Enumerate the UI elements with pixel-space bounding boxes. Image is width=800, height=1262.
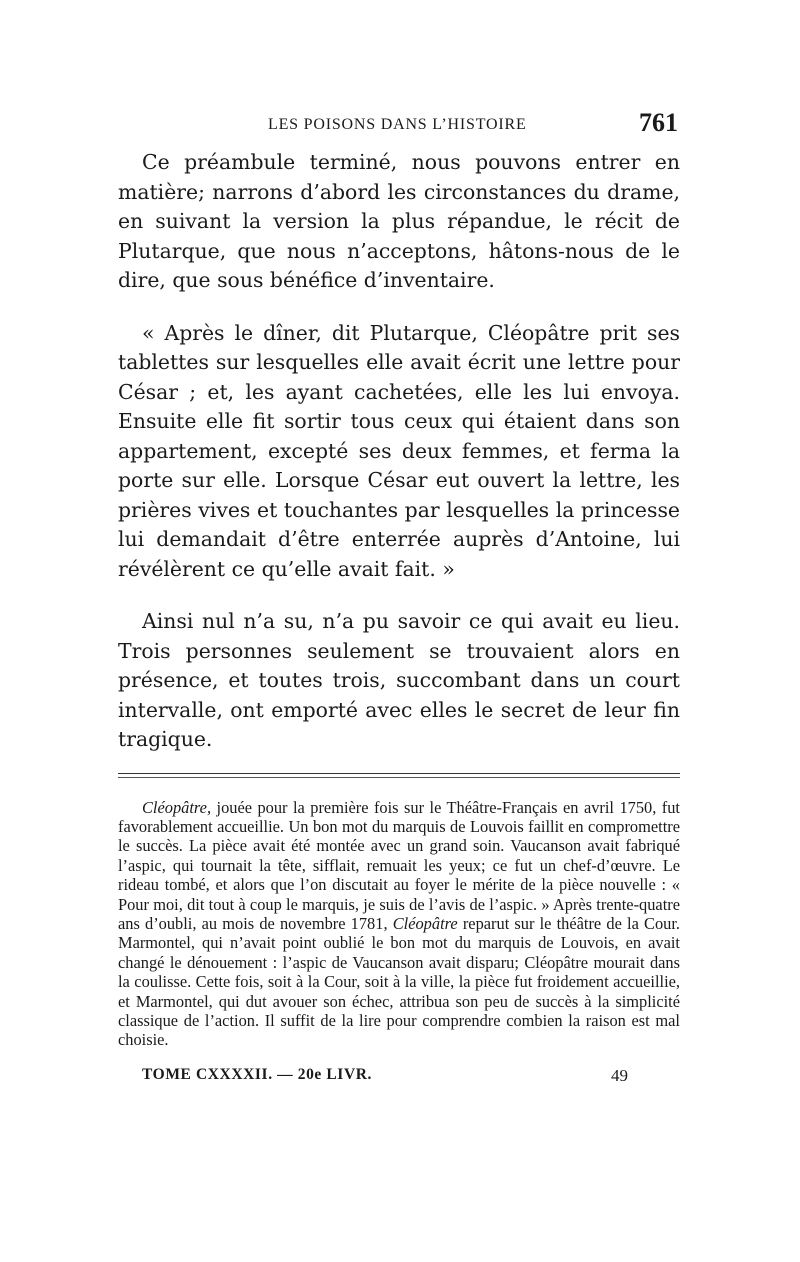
paragraph-intro: Ce préambule terminé, nous pouvons entrer en matière; narrons d’abord les circonstances du drame, en suivant la version la plus répandue, le récit de Plutarque, que nous n’acceptons, hâtons-nous de le dire, que sous bénéfice d’inventaire.: [118, 150, 680, 292]
footnote-separator: [118, 773, 680, 774]
footnote-play-title-second: Cléopâtre: [392, 913, 458, 933]
sheet-number: 49: [611, 1065, 628, 1085]
main-text: [118, 148, 680, 755]
printer-signature-line: [118, 1066, 680, 1090]
page-number: 761: [639, 108, 678, 137]
footnote: [118, 798, 680, 1050]
footnote-play-title: Cléopâtre,: [142, 797, 212, 817]
footnote-text-part-2: reparut sur le théâtre de la Cour. Marmontel, qui n’avait point oublié le bon mot du marquis de Louvois, en avait changé le dénouement : l’aspic de Vaucanson avait disparu; Cléopâtre mourait dans la coulisse. Cette fois, soit à la Cour, soit à la ville, la pièce fut froidement accueillie, et Marmontel, qui dut avouer son échec, attribua son peu de succès à la simplicité classique de l’action. Il suffit de la lire pour comprendre combien la raison est mal choisie.: [118, 913, 680, 1050]
paragraph-conclusion: Ainsi nul n’a su, n’a pu savoir ce qui avait eu lieu. Trois personnes seulement se trouvaient alors en présence, et toutes trois, succombant dans un court intervalle, ont emporté avec elles le secret de leur fin tragique.: [118, 609, 680, 751]
running-title: LES POISONS DANS L’HISTOIRE: [268, 116, 527, 133]
paragraph-plutarch-quote: « Après le dîner, dit Plutarque, Cléopâtre prit ses tablettes sur lesquelles elle avait écrit une lettre pour César ; et, les ayant cachetées, elle les lui envoya. Ensuite elle fit sortir tous ceux qui étaient dans son appartement, excepté ses deux femmes, et ferma la porte sur elle. Lorsque César eut ouvert la lettre, les prières vives et touchantes par lesquelles la princesse lui demandait d’être enterrée auprès d’Antoine, lui révélèrent ce qu’elle avait fait. »: [118, 320, 680, 581]
volume-signature: TOME CXXXXII. — 20e LIVR.: [142, 1065, 373, 1083]
book-page: [118, 108, 680, 1090]
running-header: [118, 108, 680, 148]
footnote-text-part-1: jouée pour la première fois sur le Théâtre-Français en avril 1750, fut favorablement accueillie. Un bon mot du marquis de Louvois faillit en compromettre le succès. La pièce avait été montée avec un grand soin. Vaucanson avait fabriqué l’aspic, qui tournait la tête, sifflait, remuait les yeux; ce fut un chef-d’œuvre. Le rideau tombé, et alors que l’on discutait au foyer le mérite de la pièce nouvelle : « Pour moi, dit tout à coup le marquis, je suis de l’avis de l’aspic. » Après trente-quatre ans d’oubli, au mois de novembre 1781,: [118, 797, 680, 933]
footnote-separator-second: [118, 777, 680, 778]
